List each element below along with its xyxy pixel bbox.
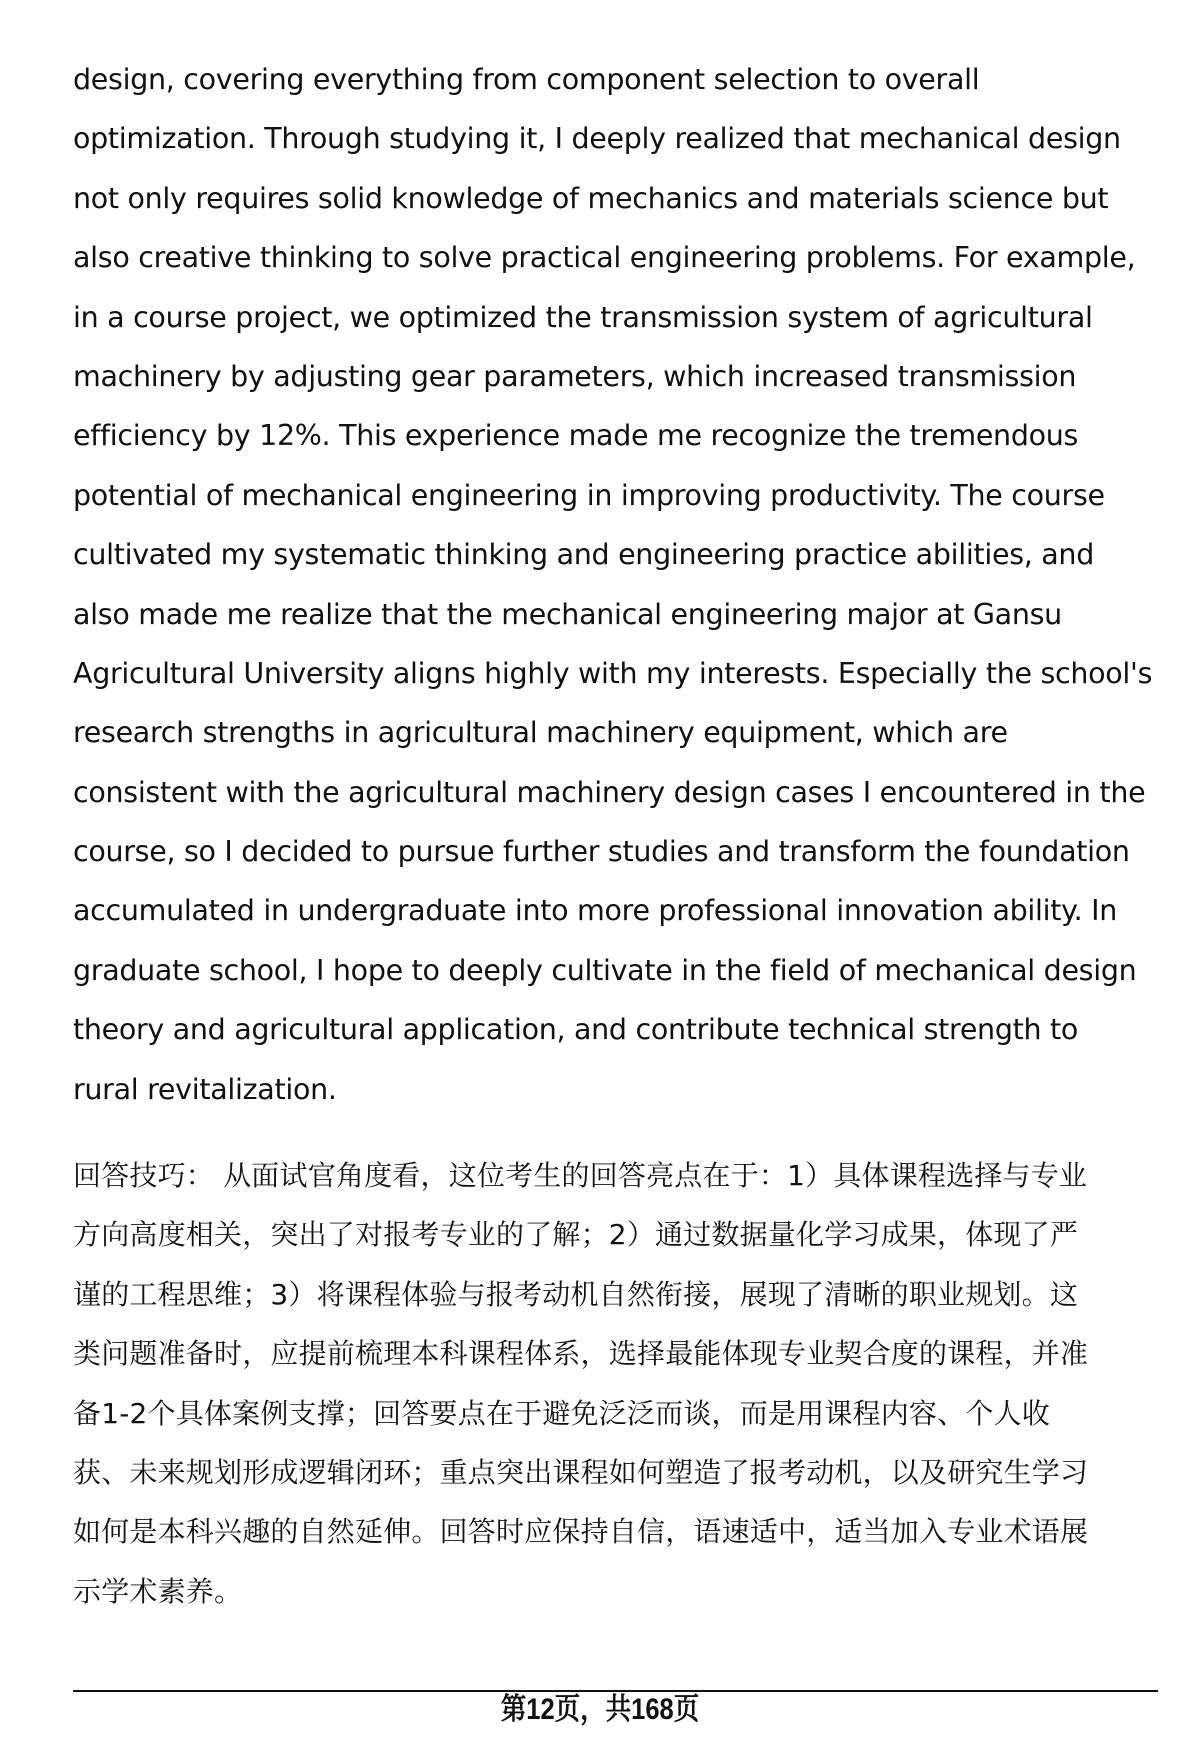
text-line: 回答技巧： 从面试官角度看，这位考生的回答亮点在于：1）具体课程选择与专业 [73,1159,1088,1192]
text-line: theory and agricultural application, and contribute technical strength to [73,1013,1079,1047]
text-line: 谨的工程思维；3）将课程体验与报考动机自然衔接，展现了清晰的职业规划。这 [73,1277,1079,1311]
text-line: 备1-2个具体案例支撑；回答要点在于避免泛泛而谈，而是用课程内容、个人收 [73,1396,1050,1430]
text-line: also creative thinking to solve practical engineering problems. For example, [73,241,1136,275]
text-line: course, so I decided to pursue further studies and transform the foundation [73,835,1130,869]
text-line: optimization. Through studying it, I deeply realized that mechanical design [73,122,1121,156]
text-line: machinery by adjusting gear parameters, which increased transmission [73,359,1077,393]
text-line: 方向高度相关，突出了对报考专业的了解；2）通过数据量化学习成果，体现了严 [73,1218,1079,1252]
text-line: rural revitalization. [73,1072,337,1106]
text-line: graduate school, I hope to deeply cultivate in the field of mechanical design [73,953,1137,987]
text-line: research strengths in agricultural machinery equipment, which are [73,716,1008,750]
answer-paragraph [73,50,1173,1119]
text-line: Agricultural University aligns highly with my interests. Especially the school's [73,656,1153,690]
text-line: not only requires solid knowledge of mechanics and materials science but [73,181,1109,215]
text-line: 如何是本科兴趣的自然延伸。回答时应保持自信，语速适中，适当加入专业术语展 [73,1515,1089,1549]
text-line: accumulated in undergraduate into more professional innovation ability. In [73,894,1118,928]
text-line: efficiency by 12%. This experience made me recognize the tremendous [73,419,1079,453]
text-line: also made me realize that the mechanical engineering major at Gansu [73,597,1062,631]
text-line: consistent with the agricultural machinery design cases I encountered in the [73,775,1146,809]
text-line: cultivated my systematic thinking and engineering practice abilities, and [73,538,1094,572]
text-line: design, covering everything from component selection to overall [73,63,980,96]
text-line: 获、未来规划形成逻辑闭环；重点突出课程如何塑造了报考动机，以及研究生学习 [73,1455,1089,1489]
text-line: 示学术素养。 [73,1574,243,1608]
text-line: potential of mechanical engineering in improving productivity. The course [73,478,1105,512]
text-line: in a course project, we optimized the transmission system of agricultural [73,300,1093,334]
text-line: 类问题准备时，应提前梳理本科课程体系，选择最能体现专业契合度的课程，并准 [73,1337,1089,1371]
page-number: 第12页，共168页 [500,1693,700,1726]
answer-tips-paragraph [73,1146,1173,1621]
